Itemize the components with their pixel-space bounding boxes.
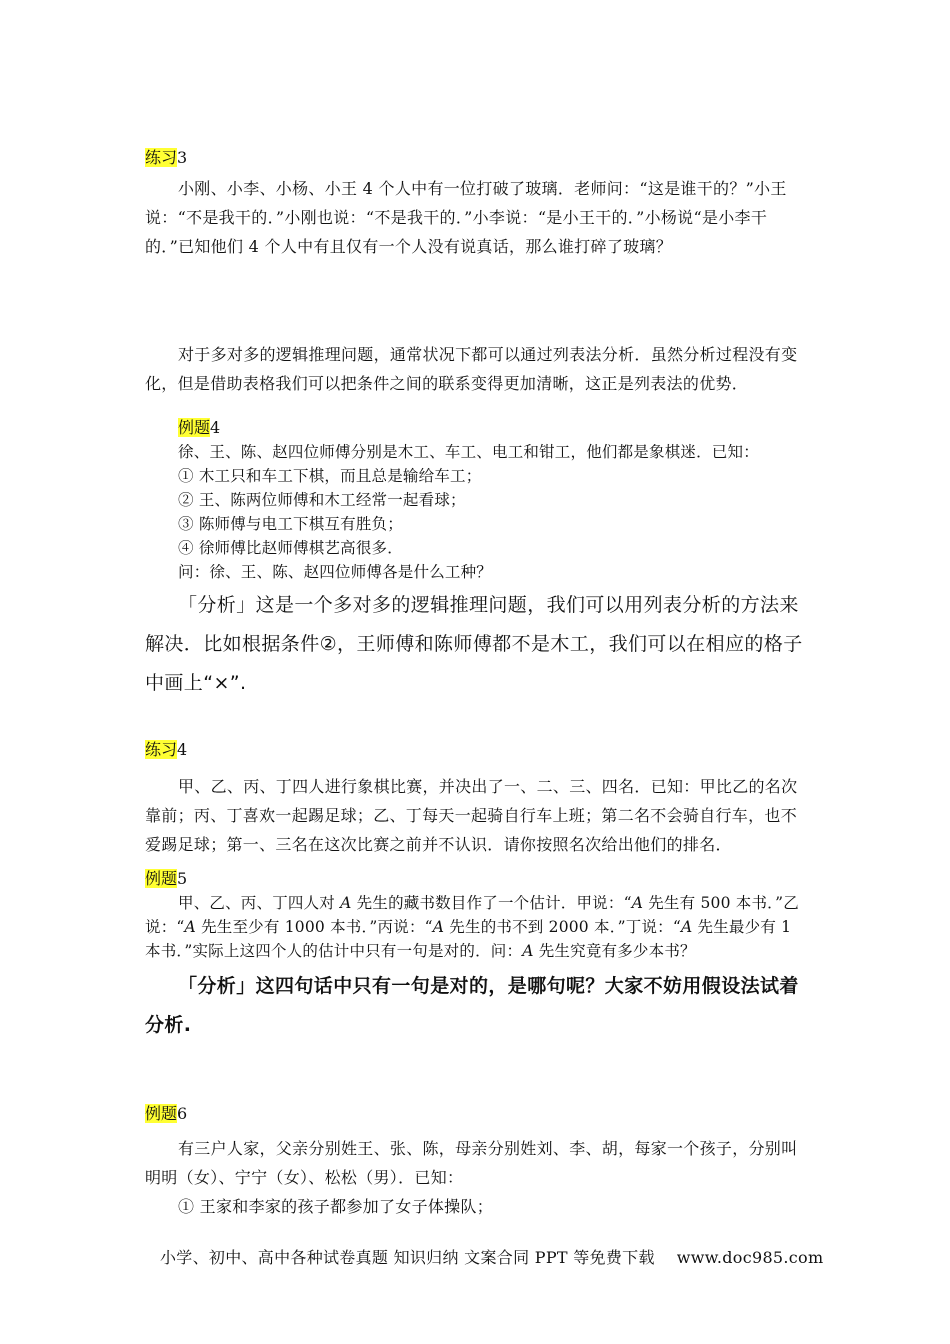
- exercise-3-section: [145, 148, 810, 261]
- example-4-section: [145, 418, 810, 703]
- example-4-heading: [145, 418, 810, 438]
- exercise-number: 3: [177, 148, 188, 167]
- example-4-line: ① 木工只和车工下棋，而且总是输给车工；: [178, 467, 482, 485]
- example-5-analysis: 「分析」这四句话中只有一句是对的，是哪句呢？大家不妨用假设法试着分析.: [145, 975, 799, 1036]
- example-4-lines: [145, 440, 810, 584]
- exercise-4-text: 甲、乙、丙、丁四人进行象棋比赛，并决出了一、二、三、四名．已知：甲比乙的名次靠前；丙、丁喜欢一起踢足球；乙、丁每天一起骑自行车上班；第二名不会骑自行车，也不爱踢足球；第一、三名在这次比赛之前并不认识．请你按照名次给出他们的排名．: [145, 777, 798, 854]
- exercise-label: 练习: [145, 740, 178, 759]
- example-4-line: 徐、王、陈、赵四位师傅分别是木工、车工、电工和钳工，他们都是象棋迷．已知：: [178, 443, 759, 461]
- example-label: 例题: [178, 418, 211, 437]
- footer-url[interactable]: www.doc985.com: [676, 1248, 824, 1267]
- example-6-heading: [145, 1104, 810, 1124]
- exercise-4-heading: [145, 740, 810, 760]
- example-4-line: ② 王、陈两位师傅和木工经常一起看球；: [178, 491, 466, 509]
- example-5-heading: [145, 869, 810, 889]
- exercise-label: 练习: [145, 148, 178, 167]
- exercise-number: 4: [177, 740, 188, 759]
- footer-text: 小学、初中、高中各种试卷真题 知识归纳 文案合同 PPT 等免费下载: [160, 1248, 655, 1267]
- intro-text: 对于多对多的逻辑推理问题，通常状况下都可以通过列表法分析．虽然分析过程没有变化，但是借助表格我们可以把条件之间的联系变得更加清晰，这正是列表法的优势．: [145, 345, 798, 393]
- exercise-3-text: 小刚、小李、小杨、小王 4 个人中有一位打破了玻璃．老师问：“这是谁干的？”小王说：“不是我干的．”小刚也说：“不是我干的．”小李说：“是小王干的．”小杨说“是小李干的．”已知他们 4 个人中有且仅有一个人没有说真话，那么谁打碎了玻璃？: [145, 179, 787, 256]
- intro-section: [145, 340, 810, 398]
- example-4-line: 问：徐、王、陈、赵四位师傅各是什么工种？: [178, 563, 493, 581]
- example-number: 6: [177, 1104, 188, 1123]
- example-4-line: ③ 陈师傅与电工下棋互有胜负；: [178, 515, 403, 533]
- exercise-3-heading: [145, 148, 810, 168]
- example-6-text: 有三户人家，父亲分别姓王、张、陈，母亲分别姓刘、李、胡，每家一个孩子，分别叫明明（女）、宁宁（女）、松松（男）．已知：: [145, 1139, 798, 1187]
- exercise-4-section: [145, 740, 810, 859]
- example-6-line: ① 王家和李家的孩子都参加了女子体操队；: [178, 1197, 494, 1216]
- example-4-line: ④ 徐师傅比赵师傅棋艺高很多．: [178, 539, 403, 557]
- page-footer: [160, 1245, 823, 1268]
- example-5-section: [145, 869, 810, 1045]
- example-label: 例题: [145, 869, 178, 888]
- example-6-section: [145, 1104, 810, 1221]
- example-number: 4: [210, 418, 221, 437]
- example-label: 例题: [145, 1104, 178, 1123]
- example-4-analysis: 「分析」这是一个多对多的逻辑推理问题，我们可以用列表分析的方法来解决．比如根据条件②，王师傅和陈师傅都不是木工，我们可以在相应的格子中画上“×”.: [145, 594, 803, 694]
- example-5-text: 甲、乙、丙、丁四人对 A 先生的藏书数目作了一个估计．甲说：“A 先生有 500 本书．”乙说：“A 先生至少有 1000 本书．”丙说：“A 先生的书不到 2000 本．”丁说：“A 先生最少有 1 本书．”实际上这四个人的估计中只有一句是对的．问：A 先生究竟有多少本书？: [145, 894, 799, 960]
- example-number: 5: [177, 869, 188, 888]
